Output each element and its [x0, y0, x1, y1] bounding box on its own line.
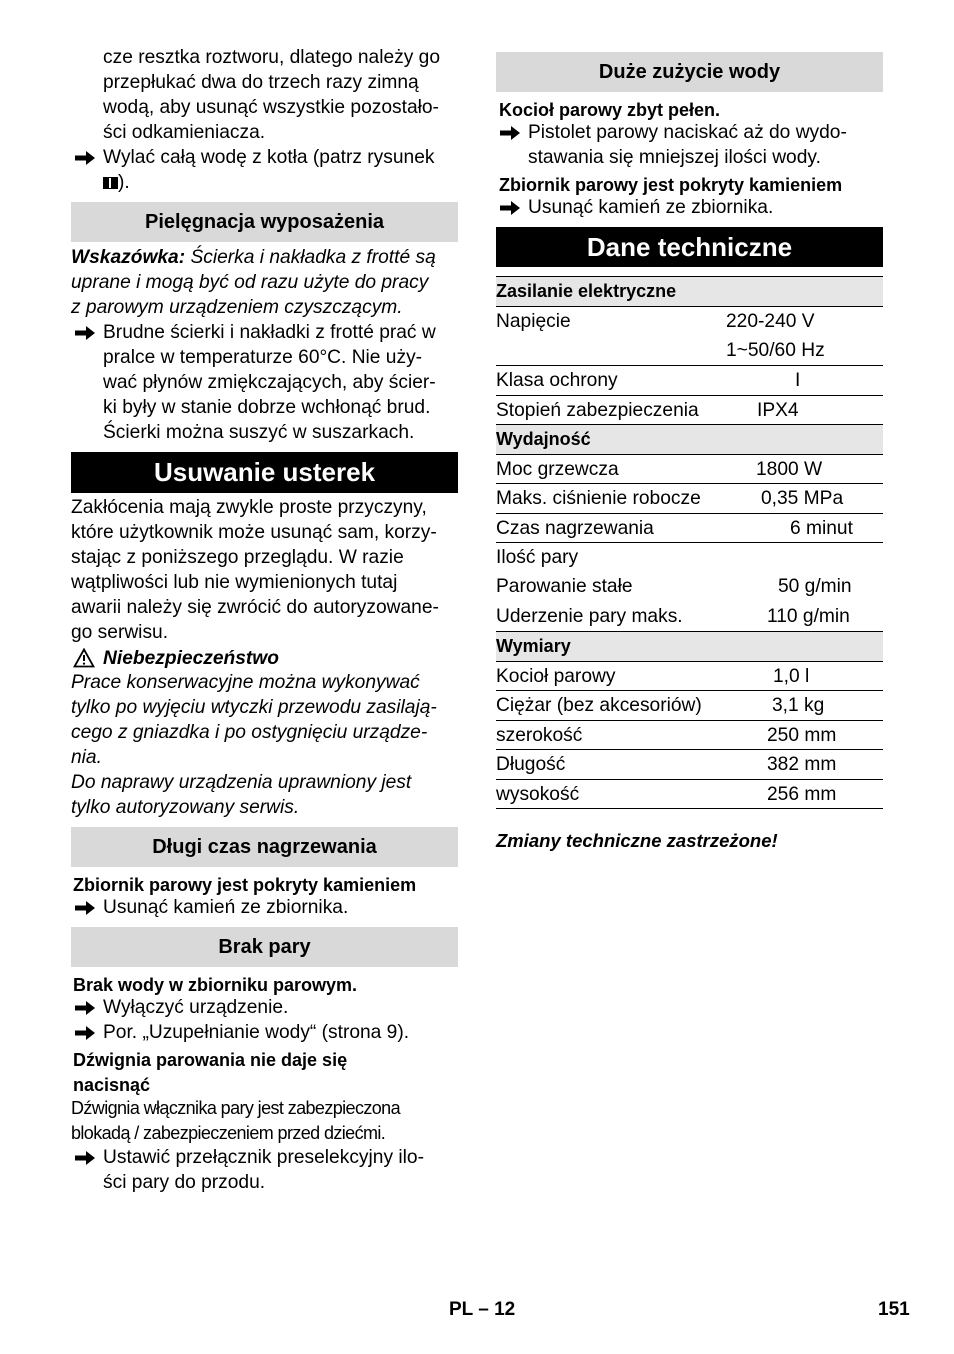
danger-text: Do naprawy urządzenia uprawniony jest: [71, 772, 412, 793]
danger-label: Niebezpieczeństwo: [103, 648, 279, 669]
text-line: awarii należy się zwrócić do autoryzowane-: [71, 597, 439, 618]
table-row: Czas nagrzewania 6 minut: [496, 513, 883, 543]
danger-text: cego z gniazdka i po ostygnięciu urządze-: [71, 722, 428, 743]
text-line: stając z poniższego przeglądu. W razie: [71, 547, 404, 568]
text-line: Zakłócenia mają zwykle proste przyczyny,: [71, 497, 427, 518]
text-line: go serwisu.: [71, 622, 169, 643]
table-row: Napięcie 220-240 V 1~50/60 Hz: [496, 306, 883, 365]
text-line: cze resztka roztworu, dlatego należy go: [103, 47, 441, 68]
bullet-text: Wylać całą wodę z kotła (patrz rysunek: [103, 147, 435, 168]
table-row: wysokość 256 mm: [496, 779, 883, 809]
bullet-text: ści pary do przodu.: [103, 1172, 266, 1193]
table-row: Moc grzewcza 1800 W: [496, 454, 883, 484]
cause-heading: Kocioł parowy zbyt pełen.: [499, 100, 721, 120]
bullet-text: pralce w temperaturze 60°C. Nie uży-: [103, 347, 423, 368]
cause-heading: Zbiornik parowy jest pokryty kamieniem: [499, 175, 843, 195]
chapter-heading-troubleshooting: Usuwanie usterek: [71, 452, 458, 493]
section-heading-care: Pielęgnacja wyposażenia: [71, 202, 458, 242]
page-number: 151: [878, 1299, 910, 1320]
text-line: blokadą / zabezpieczeniem przed dziećmi.: [71, 1123, 386, 1143]
arrow-right-icon: [500, 126, 520, 140]
bullet-text: stawania się mniejszej ilości wody.: [528, 147, 821, 168]
cause-heading: Brak wody w zbiorniku parowym.: [73, 975, 358, 995]
arrow-right-icon: [75, 901, 95, 915]
danger-text: tylko autoryzowany serwis.: [71, 797, 300, 818]
danger-text: Prace konserwacyjne można wykonywać: [71, 672, 420, 693]
footnote: Zmiany techniczne zastrzeżone!: [496, 830, 778, 851]
bullet-text: Ustawić przełącznik preselekcyjny ilo-: [103, 1147, 424, 1168]
danger-text: tylko po wyjęciu wtyczki przewodu zasilają-: [71, 697, 437, 718]
arrow-right-icon: [75, 151, 95, 165]
chapter-heading-technical-data: Dane techniczne: [496, 227, 883, 267]
text-line: które użytkownik może usunąć sam, korzy-: [71, 522, 437, 543]
bullet-text: ki były w stanie dobrze wchłonąć brud.: [103, 397, 431, 418]
table-row: Stopień zabezpieczenia IPX4: [496, 395, 883, 425]
arrow-right-icon: [75, 1151, 95, 1165]
bullet-text: wać płynów zmiękczających, aby ścier-: [103, 372, 436, 393]
table-row: Kocioł parowy 1,0 l: [496, 661, 883, 691]
footer-section-label: PL – 12: [449, 1299, 516, 1320]
arrow-right-icon: [75, 1026, 95, 1040]
bullet-text: Brudne ścierki i nakładki z frotté prać w: [103, 322, 436, 343]
text-line: Dźwignia włącznika pary jest zabezpieczona: [71, 1098, 400, 1118]
text-line: wodą, aby usunąć wszystkie pozostało-: [103, 97, 439, 118]
note-text: Wskazówka: Ścierka i nakładka z frotté są: [71, 247, 436, 268]
bullet-text: Por. „Uzupełnianie wody“ (strona 9).: [103, 1022, 410, 1043]
text-line: przepłukać dwa do trzech razy zimną: [103, 72, 419, 93]
cause-heading: Zbiornik parowy jest pokryty kamieniem: [73, 875, 417, 895]
table-row: Ciężar (bez akcesoriów) 3,1 kg: [496, 690, 883, 720]
bullet-text: ).: [103, 170, 130, 195]
note-text: z parowym urządzeniem czyszczącym.: [71, 297, 403, 318]
section-heading-no-steam: Brak pary: [71, 927, 458, 967]
table-row: Ilość pary Parowanie stałe 50 g/min Uderzenie pary maks. 110 g/min: [496, 542, 883, 632]
cause-heading: nacisnąć: [73, 1075, 151, 1095]
table-row: Maks. ciśnienie robocze 0,35 MPa: [496, 483, 883, 513]
section-heading-long-heating: Długi czas nagrzewania: [71, 827, 458, 867]
text-line: ści odkamieniacza.: [103, 122, 266, 143]
note-text: uprane i mogą być od razu użyte do pracy: [71, 272, 429, 293]
bullet-text: Usunąć kamień ze zbiornika.: [103, 897, 349, 918]
table-section-dimensions: Wymiary: [496, 631, 883, 661]
section-heading-high-water: Duże zużycie wody: [496, 52, 883, 92]
danger-text: nia.: [71, 747, 102, 768]
table-row: Klasa ochrony I: [496, 365, 883, 395]
arrow-right-icon: [75, 326, 95, 340]
table-section-performance: Wydajność: [496, 424, 883, 454]
arrow-right-icon: [500, 201, 520, 215]
table-row: Długość 382 mm: [496, 749, 883, 779]
bullet-text: Usunąć kamień ze zbiornika.: [528, 197, 774, 218]
figure-reference-icon: [103, 177, 118, 189]
text-line: wątpliwości lub nie wymienionych tutaj: [71, 572, 398, 593]
table-row: szerokość 250 mm: [496, 720, 883, 750]
arrow-right-icon: [75, 1001, 95, 1015]
cause-heading: Dźwignia parowania nie daje się: [73, 1050, 348, 1070]
bullet-text: Ścierki można suszyć w suszarkach.: [103, 422, 415, 443]
table-bottom-rule: [496, 808, 883, 809]
bullet-text: Pistolet parowy naciskać aż do wydo-: [528, 122, 847, 143]
bullet-text: Wyłączyć urządzenie.: [103, 997, 289, 1018]
table-section-power: Zasilanie elektryczne: [496, 276, 883, 306]
